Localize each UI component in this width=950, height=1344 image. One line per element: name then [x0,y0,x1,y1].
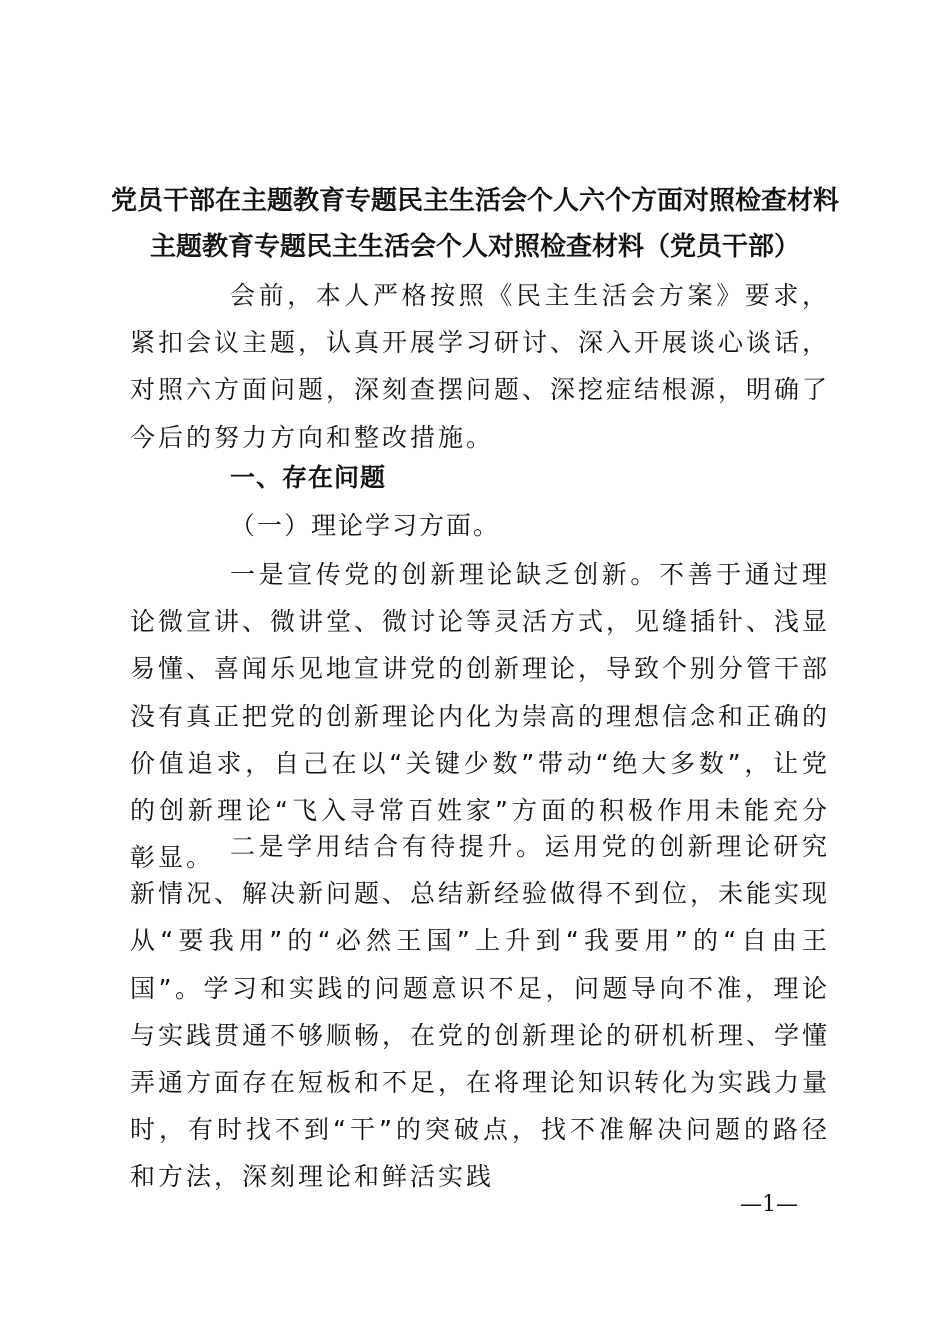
intro-paragraph: 会前，本人严格按照《民主生活会方案》要求，紧扣会议主题，认真开展学习研讨、深入开展谈心谈话，对照六方面问题，深刻查摆问题、深挖症结根源，明确了今后的努力方向和整改措施。 [130,281,831,452]
paragraph-point-two: 二是学用结合有待提升。运用党的创新理论研究新情况、解决新问题、总结新经验做得不到位，未能实现从“要我用”的“必然王国”上升到“我要用”的“自由王国”。学习和实践的问题意识不足，问题导向不准，理论与实践贯通不够顺畅，在党的创新理论的研机析理、学懂弄通方面存在短板和不足，在将理论知识转化为实践力量时，有时找不到“干”的突破点，找不准解决问题的路径和方法，深刻理论和鲜活实践 [130,832,831,1192]
page-number: —1— [740,1192,798,1217]
document-title: 党员干部在主题教育专题民主生活会个人六个方面对照检查材料 [110,186,839,216]
section-heading-problems: 一、存在问题 [230,463,387,492]
document-subtitle: 主题教育专题民主生活会个人对照检查材料（党员干部） [149,232,800,262]
subsection-heading-theory-study: （一）理论学习方面。 [230,511,501,540]
paragraph-point-one: 一是宣传党的创新理论缺乏创新。不善于通过理论微宣讲、微讲堂、微讨论等灵活方式，见缝插针、浅显易懂、喜闻乐见地宣讲党的创新理论，导致个别分管干部没有真正把党的创新理论内化为崇高的理想信念和正确的价值追求，自己在以“关键少数”带动“绝大多数”，让党的创新理论“飞入寻常百姓家”方面的积极作用未能充分彰显。 [130,560,831,873]
